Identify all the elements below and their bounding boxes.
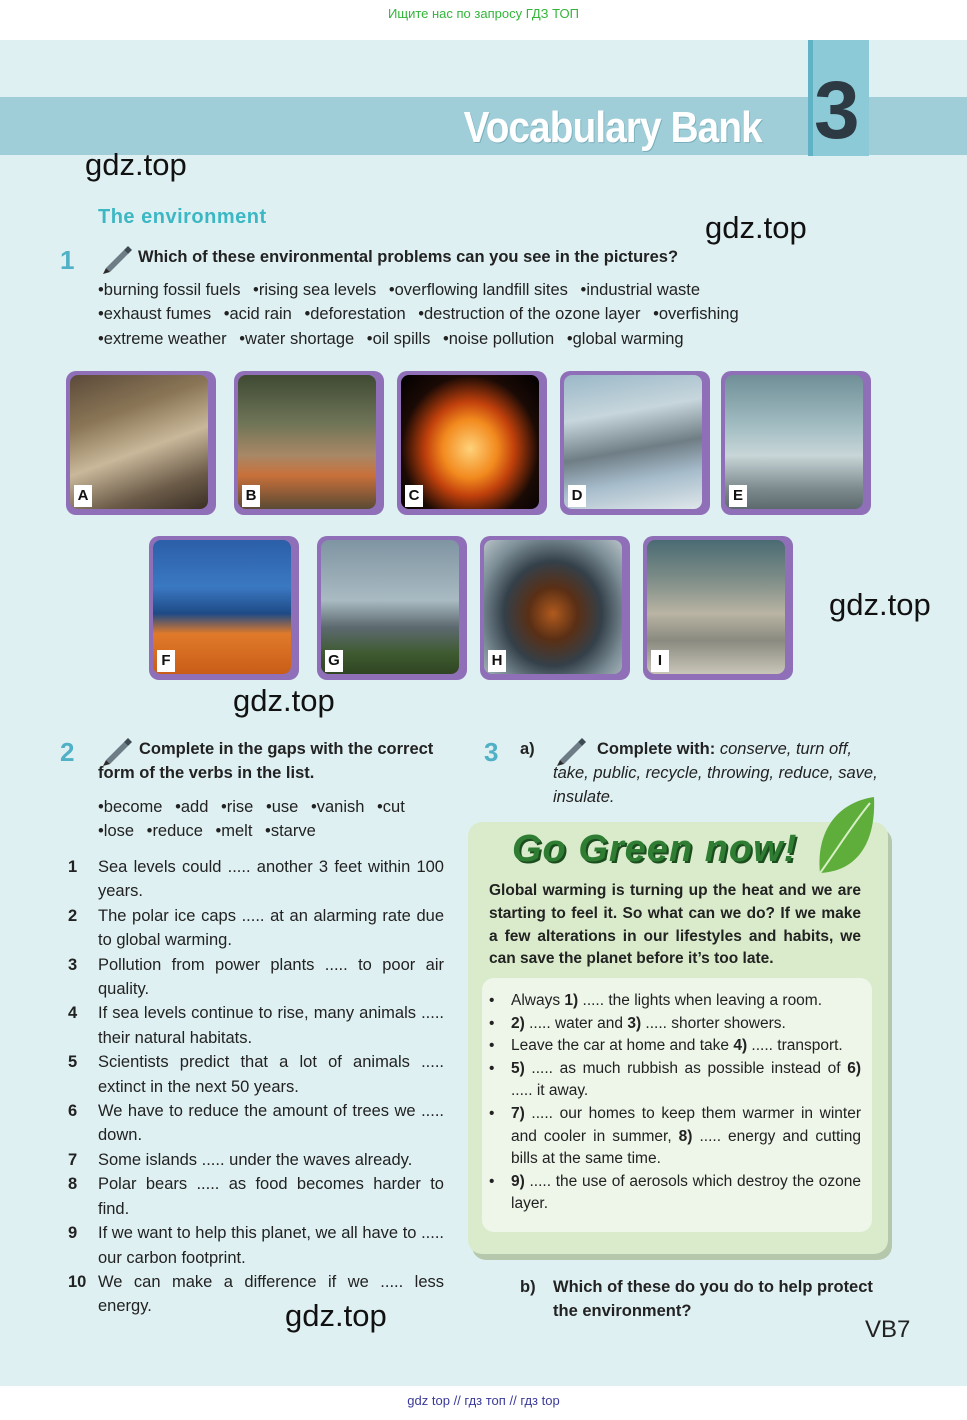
verb: • become — [98, 798, 162, 816]
gap-number: 8) — [678, 1127, 693, 1145]
photo-fire — [397, 371, 547, 515]
tip-text: ..... the use of aerosols which destroy the ozone layer. — [511, 1172, 861, 1213]
verb: • vanish — [311, 798, 364, 816]
sentence — [68, 953, 444, 1002]
instruction-lead: Complete with: — [597, 740, 716, 758]
watermark: gdz.top — [233, 683, 335, 718]
footer-link[interactable]: гдз топ — [464, 1393, 506, 1408]
photo-deforestation — [234, 371, 384, 515]
watermark: gdz.top — [705, 210, 807, 245]
part-b-question-line1: Which of these do you do to help protect — [553, 1278, 873, 1296]
exercise2-instruction-line1: Complete in the gaps with the correct — [139, 740, 434, 758]
sentence — [68, 1270, 444, 1319]
tip-text: ..... water and — [524, 1014, 628, 1032]
footer-link[interactable]: гдз top — [520, 1393, 560, 1408]
sentence-number: 2 — [68, 906, 78, 925]
tip-item: • 5) ..... as much rubbish as possible instead of 6) ..... it away. — [489, 1059, 861, 1100]
gap-number: 4) — [733, 1037, 748, 1055]
sentence-text: Sea levels could ..... another 3 feet within 100 years. — [98, 858, 444, 901]
sentence-text: If sea levels continue to rise, many animals ..... their natural habitats. — [98, 1004, 444, 1047]
photo-oil — [480, 536, 630, 680]
sentence-number: 9 — [68, 1224, 78, 1243]
exercise-number: 1 — [60, 245, 75, 275]
photo-label: B — [242, 485, 260, 507]
tip-text: ..... our homes to keep them warmer in winter and cooler in summer, — [511, 1104, 861, 1145]
word: • oil spills — [367, 330, 431, 348]
exercise2-instruction-line2: form of the verbs in the list. — [98, 764, 315, 782]
section-title: The environment — [98, 206, 267, 228]
footer-separator: // — [453, 1393, 461, 1408]
photo-label: G — [325, 650, 343, 672]
verb: • rise — [221, 798, 253, 816]
footer-links — [0, 1393, 967, 1408]
gap-number: 9) — [511, 1172, 525, 1190]
part-b-question-line2: the environment? — [553, 1302, 692, 1320]
verb: • reduce — [147, 822, 203, 840]
page — [0, 40, 967, 1386]
gap-number: 5) — [511, 1059, 525, 1077]
tip-text: ..... transport. — [747, 1037, 843, 1055]
sentence — [68, 904, 444, 953]
exercise1-instruction: Which of these environmental problems can you see in the pictures? — [138, 248, 679, 266]
photo-label: C — [405, 485, 423, 507]
leaf-icon — [812, 795, 878, 879]
photo-label: D — [568, 485, 586, 507]
tip-text: ..... as much rubbish as possible instead of — [524, 1059, 848, 1077]
unit-number: 3 — [814, 65, 860, 156]
gap-number: 3) — [627, 1014, 642, 1032]
tip-text: ..... the lights when leaving a room. — [578, 992, 823, 1009]
tip-text: ..... it away. — [511, 1082, 589, 1100]
word: • industrial waste — [581, 281, 701, 299]
word: • overfishing — [653, 305, 739, 323]
sentence-number: 5 — [68, 1053, 78, 1072]
sentence-list — [68, 855, 444, 1319]
exercise-number: 2 — [60, 737, 75, 767]
tip-text: Always — [511, 992, 565, 1009]
tip-item: • Always 1) ..... the lights when leaving a room. — [489, 992, 823, 1009]
photo-label: E — [729, 485, 747, 507]
sentence-text: We have to reduce the amount of trees we ..... down. — [98, 1102, 444, 1145]
tip-text: Leave the car at home and take — [511, 1037, 734, 1055]
sentence — [68, 1099, 444, 1148]
watermark: gdz.top — [285, 1298, 387, 1333]
word: • rising sea levels — [253, 281, 376, 299]
sentence — [68, 1148, 444, 1172]
sentence — [68, 1221, 444, 1270]
gap-number: 1) — [564, 992, 579, 1009]
word: • global warming — [567, 330, 684, 348]
sentence-text: Some islands ..... under the waves already. — [98, 1150, 413, 1169]
word-list-line — [98, 305, 747, 324]
verb: • melt — [215, 822, 252, 840]
photo-landfill — [66, 371, 216, 515]
photo-water — [560, 371, 710, 515]
gap-number: 7) — [511, 1104, 525, 1122]
verb: • lose — [98, 822, 134, 840]
sentence — [68, 1172, 444, 1221]
tip-text: ..... shorter showers. — [641, 1014, 786, 1032]
photo-fumes — [721, 371, 871, 515]
box-intro: Global warming is turning up the heat and we are starting to feel it. So what can we do? If we make a few alterations in our lifestyles and habits, we can save the planet before it’s too late. — [489, 882, 861, 968]
word-list-line — [98, 281, 708, 300]
part-a-label: a) — [520, 740, 535, 758]
sentence-text: Scientists predict that a lot of animals ..... extinct in the next 50 years. — [98, 1053, 444, 1096]
word: • extreme weather — [98, 330, 227, 348]
verb: • use — [266, 798, 298, 816]
sentence — [68, 1001, 444, 1050]
word: • overflowing landfill sites — [389, 281, 568, 299]
tip-item: • 2) ..... water and 3) ..... shorter showers. — [489, 1014, 786, 1032]
photo-label: A — [74, 485, 92, 507]
exercise-number: 3 — [484, 737, 499, 767]
verb-list-line — [98, 822, 324, 841]
photo-fishing — [643, 536, 793, 680]
gap-number: 6) — [847, 1059, 861, 1077]
sentence-number: 10 — [68, 1272, 87, 1291]
photo-label: H — [488, 650, 506, 672]
exercise3-instruction — [597, 737, 867, 761]
sentence-number: 3 — [68, 955, 78, 974]
footer-link[interactable]: gdz top — [407, 1393, 450, 1408]
watermark: gdz.top — [85, 147, 187, 182]
word-options: insulate. — [553, 788, 615, 806]
footer-separator: // — [509, 1393, 517, 1408]
word: • exhaust fumes — [98, 305, 211, 323]
pencil-icon — [100, 240, 134, 274]
tip-item: • 7) ..... our homes to keep them warmer in winter and cooler in summer, 8) ..... energy and cutting bills at the same time. — [489, 1104, 861, 1168]
page-title: Vocabulary Bank — [463, 103, 762, 152]
tip-text: ..... energy and cutting bills at the same time. — [511, 1127, 861, 1168]
sentence-text: If we want to help this planet, we all have to ..... our carbon footprint. — [98, 1224, 444, 1267]
word-options: conserve, turn off, — [719, 740, 852, 758]
tips-list — [489, 990, 861, 1216]
photo-barrels — [149, 536, 299, 680]
tip-item: • Leave the car at home and take 4) ..... transport. — [489, 1037, 843, 1055]
sentence-number: 6 — [68, 1102, 78, 1121]
part-b-label: b) — [520, 1278, 536, 1296]
watermark: gdz.top — [829, 587, 931, 622]
word: • burning fossil fuels — [98, 281, 240, 299]
word-list-line — [98, 330, 692, 349]
verb-list-line — [98, 798, 413, 817]
word: • acid rain — [224, 305, 292, 323]
verb: • add — [175, 798, 208, 816]
sentence-text: Polar bears ..... as food becomes harder to find. — [98, 1175, 444, 1218]
sentence-number: 1 — [68, 858, 78, 876]
photo-label: F — [157, 650, 175, 672]
sentence-text: We can make a difference if we ..... less energy. — [98, 1272, 444, 1316]
verb: • cut — [377, 798, 405, 816]
sentence-text: The polar ice caps ..... at an alarming rate due to global warming. — [98, 906, 444, 950]
sentence-number: 7 — [68, 1150, 78, 1169]
sentence-number: 4 — [68, 1004, 78, 1023]
photo-label: I — [651, 650, 669, 672]
search-hint: Ищите нас по запросу ГДЗ ТОП — [388, 6, 579, 21]
word-options: take, public, recycle, throwing, reduce, save, — [553, 764, 878, 782]
word: • noise pollution — [443, 330, 554, 348]
gap-number: 2) — [511, 1014, 525, 1032]
sentence — [68, 1050, 444, 1099]
word: • destruction of the ozone layer — [418, 305, 640, 323]
page-number: VB7 — [865, 1316, 911, 1343]
tip-item: • 9) ..... the use of aerosols which destroy the ozone layer. — [489, 1172, 861, 1213]
word: • deforestation — [304, 305, 405, 323]
sentence-text: Pollution from power plants ..... to poor air quality. — [98, 955, 444, 999]
word: • water shortage — [239, 330, 354, 348]
sentence — [68, 855, 444, 904]
photo-factory — [317, 536, 467, 680]
box-title: Go Green now! — [512, 828, 798, 870]
sentence-number: 8 — [68, 1175, 78, 1194]
verb: • starve — [265, 822, 316, 840]
